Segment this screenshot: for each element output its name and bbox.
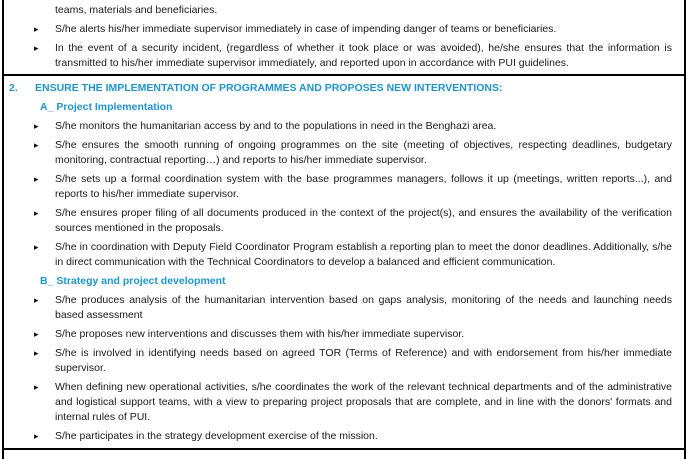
triangle-bullet-icon: ▸ [34,174,39,184]
bullet-text: S/he monitors the humanitarian access by and to the populations in need in the Benghazi area. [55,120,497,132]
triangle-bullet-icon: ▸ [34,348,39,358]
bullet-text: S/he in coordination with Deputy Field Coordinator Program establish a reporting plan to meet the donor deadlines. Additionally, s/he in direct communication with the Technical Coordinators to develop a balanced and efficient communication. [55,241,672,268]
bullet-text: S/he sets up a formal coordination system with the base programmes managers, follows it up (meetings, written reports...), and reports to his/her immediate supervisor. [55,173,672,200]
bullet-text: S/he is involved in identifying needs based on agreed TOR (Terms of Reference) and with endorsement from his/her immediate supervisor. [55,347,672,374]
bullet-text: In the event of a security incident, (regardless of whether it took place or was avoided), he/she ensures that the information is transmitted to his/her immediate supervisor immediately, and reported upon in accordance with PUI guidelines. [55,42,672,69]
bullet-text: S/he proposes new interventions and discusses them with his/her immediate supervisor. [55,328,465,340]
bullet-text: S/he alerts his/her immediate supervisor immediately in case of impending danger of teams or beneficiaries. [55,23,557,35]
bullet-item [34,240,684,270]
triangle-bullet-icon: ▸ [34,121,39,131]
bullet-text: When defining new operational activities, s/he coordinates the work of the relevant technical departments and of the administrative and logistical support teams, with a view to preparing project proposals that are complete, and in line with the donors' formats and internal rules of PUI. [55,381,672,423]
bullet-item [34,293,684,323]
triangle-bullet-icon: ▸ [34,295,39,305]
triangle-bullet-icon: ▸ [34,431,39,441]
bullet-item [34,41,684,71]
section-2-row [4,76,684,450]
subsection-a-heading: A_ Project Implementation [40,101,173,113]
triangle-bullet-icon: ▸ [34,208,39,218]
bullet-text: S/he ensures proper filing of all documents produced in the context of the project(s), and ensures the availability of the verification sources mentioned in the proposals. [55,207,672,234]
triangle-bullet-icon: ▸ [34,24,39,34]
section-number: 2. [9,82,18,94]
section-next-row [4,450,684,457]
subsection-b-heading: B_ Strategy and project development [40,275,226,287]
bullet-item [34,119,684,134]
bullet-item [34,327,684,342]
section-prev-row [4,0,684,76]
bullet-item [34,172,684,202]
bullet-item [34,138,684,168]
bullet-text: S/he ensures the smooth running of ongoing programmes on the site (meeting of objectives, respecting deadlines, budgetary monitoring, contractual reporting…) and reports to his/her immediate supervisor. [55,139,672,166]
bullet-item [34,346,684,376]
section-title: ENSURE THE IMPLEMENTATION OF PROGRAMMES AND PROPOSES NEW INTERVENTIONS: [35,82,503,94]
bullet-item [34,22,684,37]
paragraph-continuation: teams, materials and beneficiaries. [55,4,218,16]
bullet-item [34,206,684,236]
bullet-item [34,380,684,425]
bullet-item [34,429,684,444]
triangle-bullet-icon: ▸ [34,242,39,252]
bullet-text: S/he produces analysis of the humanitarian intervention based on gaps analysis, monitoring of the needs and launching needs based assessment [55,294,672,321]
section-2-heading [9,81,684,96]
bullet-text: S/he participates in the strategy development exercise of the mission. [55,430,378,442]
triangle-bullet-icon: ▸ [34,140,39,150]
triangle-bullet-icon: ▸ [34,329,39,339]
document-frame [2,0,686,459]
triangle-bullet-icon: ▸ [34,43,39,53]
triangle-bullet-icon: ▸ [34,382,39,392]
